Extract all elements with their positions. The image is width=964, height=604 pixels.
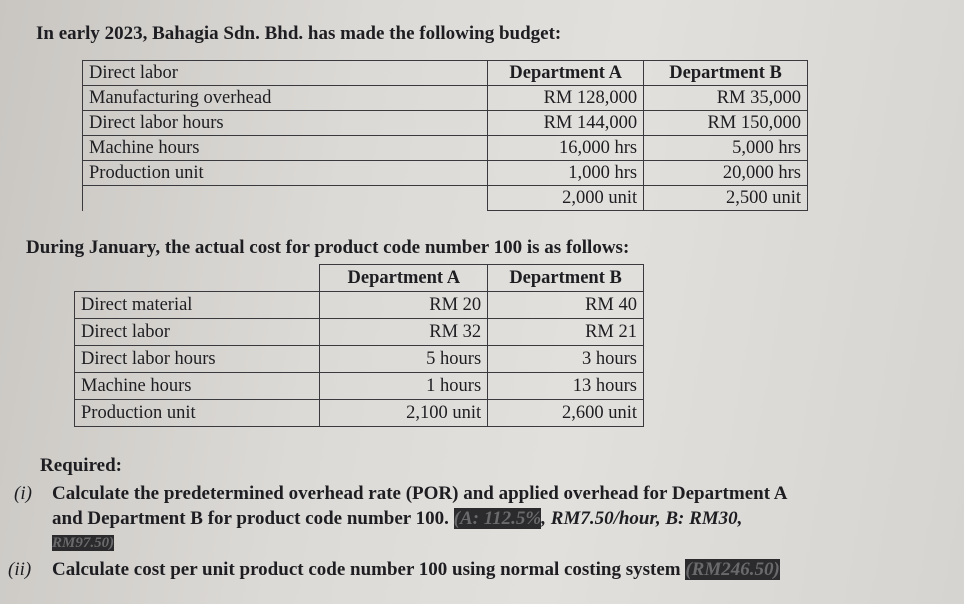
actual-header-dept-b: Department B [488,265,644,292]
budget-row-label: Direct labor hours [83,111,488,136]
budget-table [82,60,808,211]
actual-row-label: Direct labor [75,319,320,346]
q1-answer-line3: RM97.50) [52,535,115,551]
budget-cell-a: 1,000 hrs [488,161,644,186]
actual-cell-a: 1 hours [320,373,488,400]
table-row [75,400,644,427]
budget-row-label: Direct labor [83,61,488,86]
actual-cell-a: RM 20 [320,292,488,319]
table-row [83,136,808,161]
header-blank-cell [75,265,320,292]
budget-header-dept-a: Department A [488,61,644,86]
budget-row-label: Manufacturing overhead [83,86,488,111]
budget-row-label: Machine hours [83,136,488,161]
q1-line3-wrap [52,532,114,551]
q1-answer-mid: , RM7.50/hour, B: RM30, [541,508,743,529]
table-row [83,86,808,111]
actual-row-label: Direct material [75,292,320,319]
actual-row-label: Production unit [75,400,320,427]
q2-number: (ii) [8,559,32,580]
budget-table-header [83,61,808,86]
actual-cell-a: 2,100 unit [320,400,488,427]
budget-cell-b: RM 150,000 [644,111,808,136]
q1-answer-a: (A: 112.5% [453,508,542,529]
q1-line2: and Department B for product code number 100. [52,508,449,529]
budget-row-label: Production unit [83,161,488,186]
table-row [75,346,644,373]
actual-cell-b: 13 hours [488,373,644,400]
q2-answer: (RM246.50) [685,559,780,580]
budget-row-label [83,186,488,211]
budget-cell-b: 2,500 unit [644,186,808,211]
actual-cell-b: RM 40 [488,292,644,319]
budget-cell-b: 5,000 hrs [644,136,808,161]
budget-header-dept-b: Department B [644,61,808,86]
actual-cell-b: RM 21 [488,319,644,346]
table-row [83,161,808,186]
table-row [75,292,644,319]
budget-cell-a: RM 144,000 [488,111,644,136]
actual-cell-a: RM 32 [320,319,488,346]
actual-cost-table [74,264,644,427]
required-heading: Required: [40,455,122,476]
q1-number: (i) [14,483,32,504]
q2-line-wrap [52,560,780,579]
q2-text: Calculate cost per unit product code number 100 using normal costing system [52,559,681,580]
q1-line2-wrap [52,509,742,528]
actual-row-label: Machine hours [75,373,320,400]
actual-row-label: Direct labor hours [75,346,320,373]
actual-table-header [75,265,644,292]
q1-line1: Calculate the predetermined overhead rate (POR) and applied overhead for Department A [52,483,788,504]
actual-header-dept-a: Department A [320,265,488,292]
actual-cell-b: 2,600 unit [488,400,644,427]
table-row [83,186,808,211]
budget-cell-b: 20,000 hrs [644,161,808,186]
table-row [75,373,644,400]
budget-cell-a: RM 128,000 [488,86,644,111]
actual-cell-a: 5 hours [320,346,488,373]
budget-cell-a: 2,000 unit [488,186,644,211]
january-intro-text: During January, the actual cost for product code number 100 is as follows: [26,237,630,258]
actual-cell-b: 3 hours [488,346,644,373]
table-row [83,111,808,136]
budget-cell-b: RM 35,000 [644,86,808,111]
budget-cell-a: 16,000 hrs [488,136,644,161]
intro-text: In early 2023, Bahagia Sdn. Bhd. has made the following budget: [36,23,562,44]
table-row [75,319,644,346]
